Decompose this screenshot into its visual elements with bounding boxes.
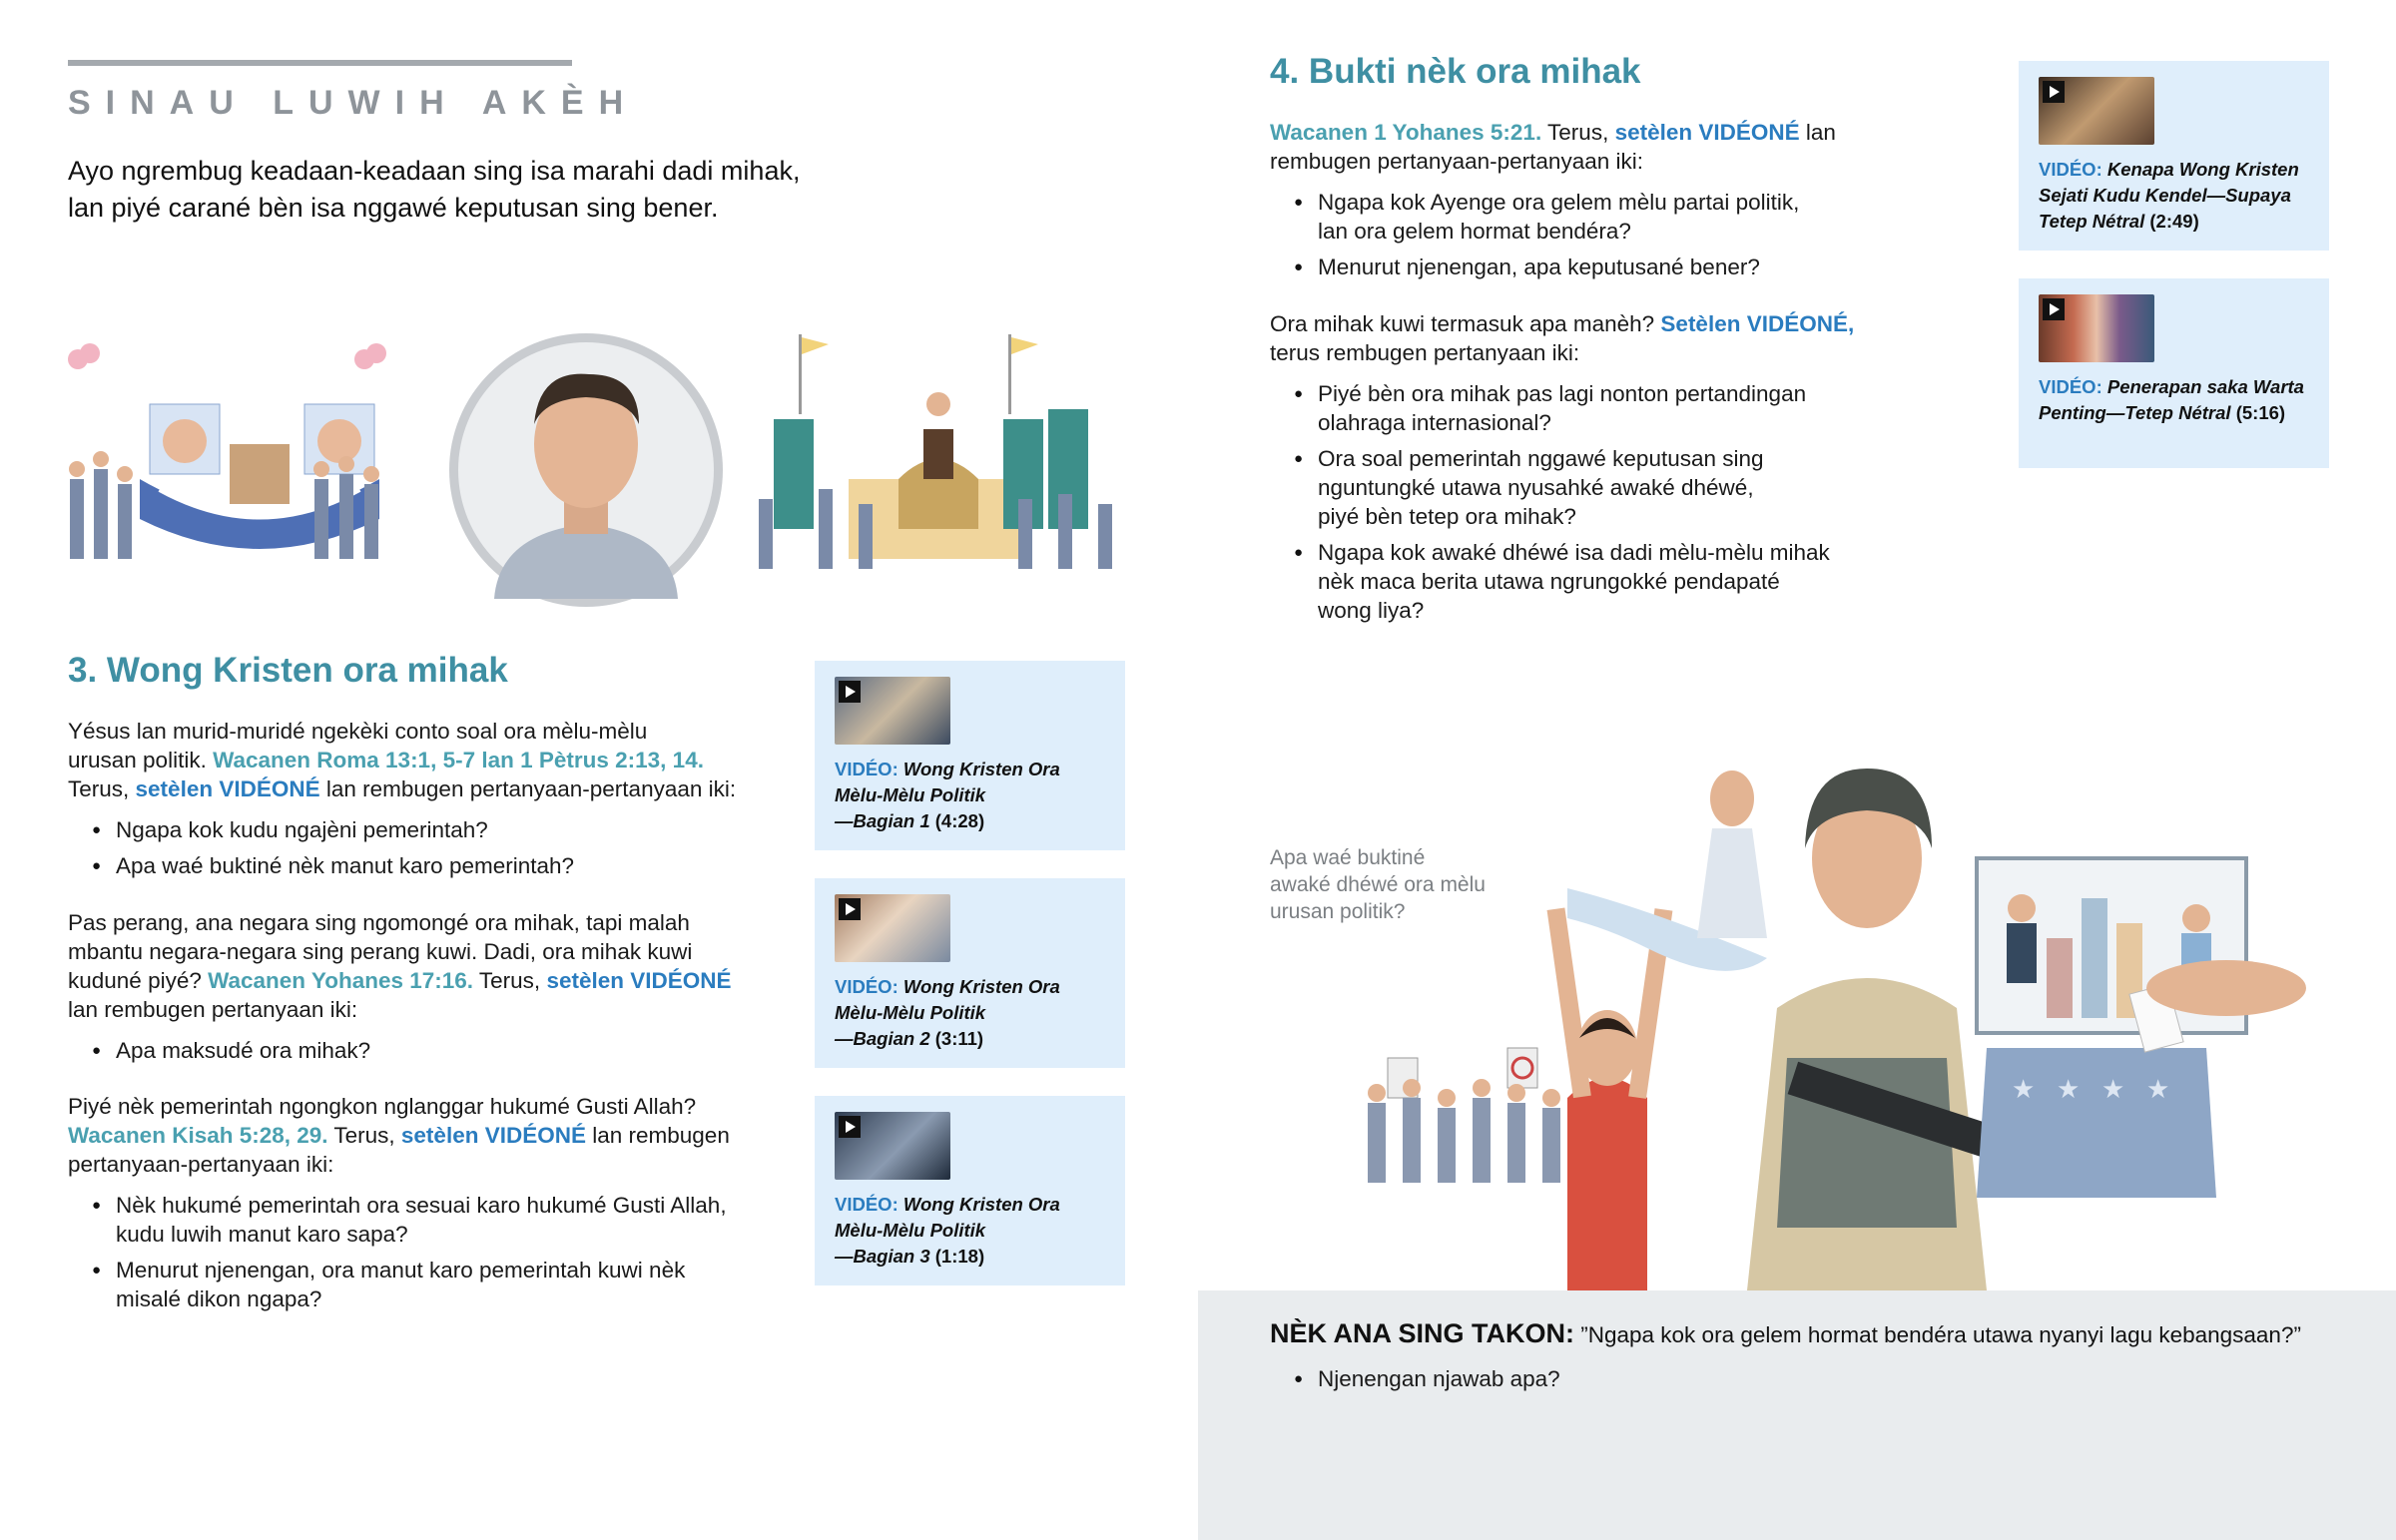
list-item: ● Piyé bèn ora mihak pas lagi nonton pertandingan olahraga internasional? bbox=[1270, 379, 2009, 437]
section-4-bullets-1 bbox=[1270, 188, 2009, 288]
illustration-caption: Apa waé buktiné awaké dhéwé ora mèlu urusan politik? bbox=[1270, 846, 1486, 923]
play-icon[interactable] bbox=[839, 681, 861, 703]
svg-text:★: ★ bbox=[2101, 1075, 2125, 1105]
intro-text: Ayo ngrembug keadaan-keadaan sing isa marahi dadi mihak, lan piyé carané bèn isa nggawé keputusan sing bener. bbox=[68, 156, 801, 223]
scripture-link-romans[interactable]: Wacanen Roma 13:1, 5-7 lan 1 Pètrus 2:13, 14. bbox=[213, 748, 704, 772]
section-3-paragraph-1: Yésus lan murid-muridé ngekèki conto soal ora mèlu-mèlu urusan politik. Wacanen Roma 13:1, 5-7 lan 1 Pètrus 2:13, 14. Terus, setèlen VIDÉONÉ lan rembugen pertanyaan-pertanyaan iki: bbox=[68, 719, 737, 801]
section-4-paragraph-2: Ora mihak kuwi termasuk apa manèh? Setèlen VIDÉONÉ, terus rembugen pertanyaan iki: bbox=[1270, 311, 1855, 365]
scripture-link-acts[interactable]: Wacanen Kisah 5:28, 29. bbox=[68, 1123, 328, 1148]
question-label: NÈK ANA SING TAKON: bbox=[1270, 1318, 1574, 1348]
section-4-bullets-2 bbox=[1270, 379, 2009, 632]
political-rallies-illustration bbox=[60, 329, 1158, 611]
video-caption: VIDÉO: Wong Kristen Ora Mèlu-Mèlu Politik —Bagian 2 (3:11) bbox=[835, 976, 1060, 1049]
section-3-bullets-3 bbox=[68, 1191, 787, 1320]
play-icon[interactable] bbox=[2043, 81, 2065, 103]
section-4-paragraph-1: Wacanen 1 Yohanes 5:21. Terus, setèlen VIDÉONÉ lan rembugen pertanyaan-pertanyaan iki: bbox=[1270, 120, 1836, 174]
question-bullets bbox=[1270, 1364, 2168, 1400]
section-4-heading: 4. Bukti nèk ora mihak bbox=[1270, 52, 1641, 91]
svg-text:★: ★ bbox=[2146, 1075, 2170, 1105]
list-item: ● Menurut njenengan, apa keputusané bener? bbox=[1270, 253, 2009, 281]
section-3-paragraph-3: Piyé nèk pemerintah ngongkon nglanggar hukumé Gusti Allah? Wacanen Kisah 5:28, 29. Terus, setèlen VIDÉONÉ lan rembugen pertanyaan-pertanyaan iki: bbox=[68, 1094, 730, 1177]
video-card[interactable] bbox=[2019, 61, 2329, 251]
question-line bbox=[1270, 1318, 2378, 1349]
video-thumbnail[interactable] bbox=[2039, 294, 2154, 362]
video-caption: VIDÉO: Penerapan saka Warta Penting—Tetep Nétral (5:16) bbox=[2039, 376, 2304, 423]
video-caption: VIDÉO: Wong Kristen Ora Mèlu-Mèlu Politik —Bagian 1 (4:28) bbox=[835, 759, 1060, 831]
svg-text:★: ★ bbox=[2057, 1075, 2081, 1105]
section-3-bullets-1 bbox=[68, 815, 787, 887]
top-rule bbox=[68, 60, 572, 66]
play-icon[interactable] bbox=[839, 898, 861, 920]
list-item: ● Ngapa kok kudu ngajèni pemerintah? bbox=[68, 815, 787, 844]
play-icon[interactable] bbox=[839, 1116, 861, 1138]
play-video-link[interactable]: setèlen VIDÉONÉ bbox=[546, 968, 732, 993]
section-kicker: SINAU LUWIH AKÈH bbox=[68, 84, 639, 122]
video-card[interactable] bbox=[815, 878, 1125, 1068]
protesters-group bbox=[1368, 1048, 1560, 1183]
video-card[interactable] bbox=[2019, 278, 2329, 468]
list-item: ● Ngapa kok Ayenge ora gelem mèlu partai politik, lan ora gelem hormat bendéra? bbox=[1270, 188, 2009, 246]
list-item: ● Apa waé buktiné nèk manut karo pemerintah? bbox=[68, 851, 787, 880]
video-card[interactable] bbox=[815, 1096, 1125, 1285]
list-item: ● Ngapa kok awaké dhéwé isa dadi mèlu-mèlu mihak nèk maca berita utawa ngrungokké pendapaté wong liya? bbox=[1270, 538, 2009, 625]
list-item: ● Menurut njenengan, ora manut karo pemerintah kuwi nèk misalé dikon ngapa? bbox=[68, 1256, 787, 1313]
question-text: ”Ngapa kok ora gelem hormat bendéra utawa nyanyi lagu kebangsaan?” bbox=[1574, 1322, 2301, 1347]
section-3-bullets-2 bbox=[68, 1036, 787, 1072]
play-video-link[interactable]: setèlen VIDÉONÉ bbox=[135, 776, 320, 801]
section-3-heading: 3. Wong Kristen ora mihak bbox=[68, 651, 508, 690]
left-rally-scene bbox=[68, 343, 386, 559]
boy-cheering bbox=[1697, 770, 1767, 938]
play-video-link[interactable]: setèlen VIDÉONÉ bbox=[400, 1123, 586, 1148]
list-item: ● Apa maksudé ora mihak? bbox=[68, 1036, 787, 1065]
neutrality-illustration bbox=[1348, 759, 2346, 1290]
play-video-link[interactable]: Setèlen VIDÉONÉ, bbox=[1660, 311, 1855, 336]
list-item: ● Njenengan njawab apa? bbox=[1270, 1364, 2168, 1393]
scripture-link-1-john[interactable]: Wacanen 1 Yohanes 5:21. bbox=[1270, 120, 1542, 145]
video-thumbnail[interactable] bbox=[835, 894, 950, 962]
list-item: ● Ora soal pemerintah nggawé keputusan sing nguntungké utawa nyusahké awaké dhéwé, piyé bèn tetep ora mihak? bbox=[1270, 444, 2009, 531]
sports-fan bbox=[1547, 888, 1767, 1290]
section-3-paragraph-2: Pas perang, ana negara sing ngomongé ora mihak, tapi malah mbantu negara-negara sing perang kuwi. Dadi, ora mihak kuwi kuduné piyé? Wacanen Yohanes 17:16. Terus, setèlen VIDÉONÉ lan rembugen pertanyaan iki: bbox=[68, 910, 732, 1022]
scripture-link-john[interactable]: Wacanen Yohanes 17:16. bbox=[208, 968, 474, 993]
man-portrait bbox=[449, 333, 723, 607]
play-icon[interactable] bbox=[2043, 298, 2065, 320]
video-card[interactable] bbox=[815, 661, 1125, 850]
video-thumbnail[interactable] bbox=[835, 677, 950, 745]
video-caption: VIDÉO: Kenapa Wong Kristen Sejati Kudu Kendel—Supaya Tetep Nétral (2:49) bbox=[2039, 159, 2299, 232]
svg-text:★: ★ bbox=[2012, 1075, 2036, 1105]
video-caption: VIDÉO: Wong Kristen Ora Mèlu-Mèlu Politik —Bagian 3 (1:18) bbox=[835, 1194, 1060, 1267]
video-thumbnail[interactable] bbox=[2039, 77, 2154, 145]
play-video-link[interactable]: setèlen VIDÉONÉ bbox=[1614, 120, 1800, 145]
right-rally-scene bbox=[759, 334, 1112, 569]
video-thumbnail[interactable] bbox=[835, 1112, 950, 1180]
list-item: ● Nèk hukumé pemerintah ora sesuai karo hukumé Gusti Allah, kudu luwih manut karo sapa? bbox=[68, 1191, 787, 1249]
